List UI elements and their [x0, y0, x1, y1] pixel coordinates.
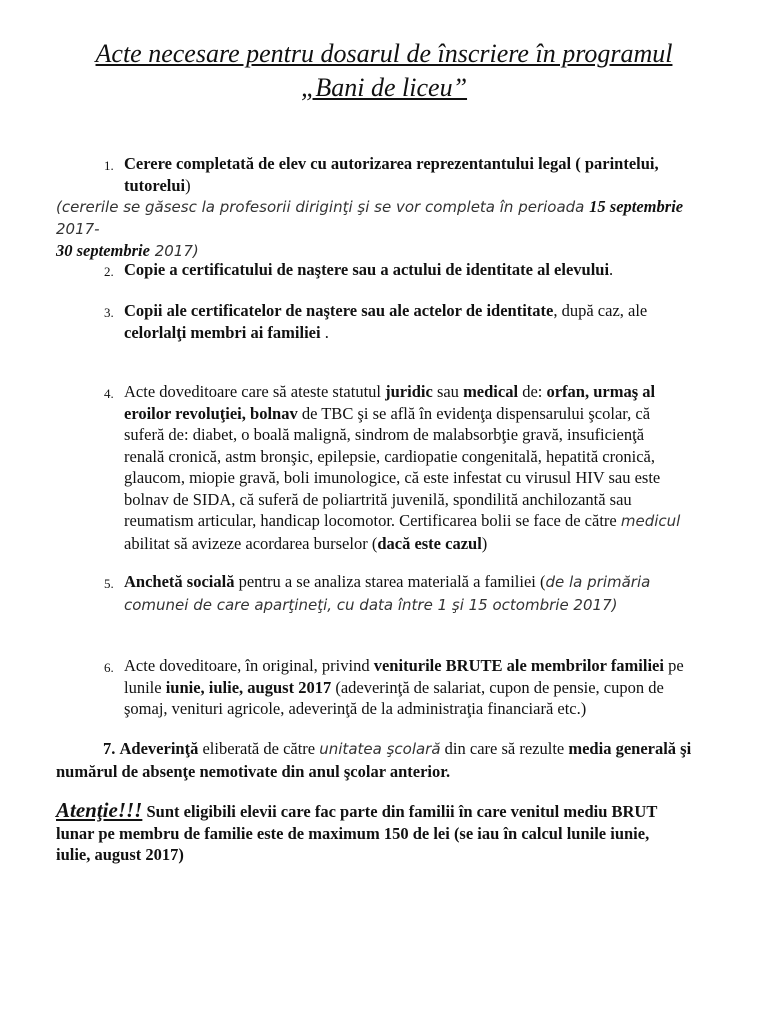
item-number: 3. [104, 305, 114, 320]
item-italic: comunei de care aparţineţi, cu data între 1 şi 15 octombrie 2017) [124, 595, 618, 614]
item-text-plain: sau [432, 382, 464, 401]
item-bold: veniturile BRUTE ale membrilor familiei [373, 656, 664, 675]
item-bold: Copie a certificatului de naştere sau a actului de identitate al elevului [124, 260, 610, 279]
item-bold: Anchetă socială [124, 572, 235, 591]
document-title-line2: „Bani de liceu” [300, 73, 468, 102]
item-text-plain: (adeverinţă de salariat, cupon de pensie, cupon de [331, 677, 664, 697]
item-bold: numărul de absenţe nemotivate din anul şcolar anterior. [56, 761, 451, 781]
item-text-plain: abilitat să avizeze acordarea burselor ( [124, 533, 378, 553]
item-text-plain: de TBC şi se află în evidenţa dispensarului şcolar, că [297, 403, 651, 423]
item-text-plain: Acte doveditoare, în original, privind [124, 656, 374, 675]
item-italic: medicul [620, 512, 681, 530]
attention-note [56, 800, 726, 866]
item-bold: media generală şi [568, 739, 692, 758]
note-text: 2017) [149, 242, 199, 260]
note-text: (cererile se găsesc la profesorii diriginţi şi se vor completa în perioada [56, 198, 590, 216]
item-bold: orfan, urmaş al [546, 382, 656, 401]
item-number: 2. [104, 264, 114, 279]
item-text-plain: pe [663, 656, 684, 675]
item-text [124, 259, 724, 281]
item-text-plain: suferă de: diabet, o boală malignă, sindrom de malabsorbţie gravă, insuficienţă [124, 425, 645, 444]
item-text-plain: . [609, 260, 614, 279]
item-bold: Cerere completată de elev cu autorizarea reprezentantului legal [124, 154, 572, 173]
item-text-plain: bolnav de SIDA, că suferă de poliartrită juvenilă, spondilită anchilozantă sau [124, 489, 632, 509]
attention-text: Sunt eligibili elevii care fac parte din familii în care venitul mediu BRUT [142, 802, 658, 821]
item-number: 5. [104, 576, 114, 591]
item-bold: juridic [385, 382, 433, 401]
list-item-1 [0, 153, 768, 260]
item-note [56, 196, 716, 263]
item-text-plain: ) [481, 533, 488, 553]
item-text [124, 655, 724, 720]
list-item-5 [0, 571, 768, 617]
item-text-plain: şomaj, venituri agricole, adeverinţă de la administraţia financiară etc.) [124, 699, 587, 718]
item-bold: eroilor revoluţiei, bolnav [124, 403, 298, 423]
item-bold: medical [463, 382, 519, 401]
item-text-plain: . [320, 322, 329, 342]
item-text-plain: eliberată de către [198, 739, 320, 758]
item-text [124, 300, 724, 343]
attention-text: lunar pe membru de familie este de maximum 150 de lei (se iau în calcul lunile iunie, [56, 823, 650, 843]
item-text [124, 381, 724, 554]
item-bold: tutorelui [124, 175, 186, 195]
list-item-3 [0, 300, 768, 346]
attention-text: iulie, august 2017) [56, 845, 184, 864]
item-bold: dacă este cazul [377, 533, 482, 553]
item-text-plain: de: [518, 382, 547, 401]
attention-word: Atenţie!!! [56, 798, 143, 822]
item-text-plain: lunile [124, 677, 166, 697]
list-item-6 [0, 655, 768, 723]
list-item-2 [0, 259, 768, 283]
item-text [124, 571, 724, 616]
item-number: 4. [104, 386, 114, 401]
note-date-end: 30 septembrie [56, 241, 150, 260]
list-item-7 [56, 738, 726, 782]
item-text-plain: glaucom, miopie gravă, boli imunologice, că este infestat cu virusul HIV sau este [124, 468, 661, 487]
item-text-plain: ) [185, 175, 191, 195]
list-item-4 [0, 381, 768, 556]
item-number: 7. [103, 739, 116, 758]
item-bold: Adeverinţă [119, 739, 199, 758]
item-text-plain: pentru a se analiza starea materială a familiei ( [234, 572, 546, 591]
item-bold: iunie, iulie, august 2017 [165, 677, 332, 697]
item-bold: ( parintelui, [571, 154, 659, 173]
note-text: 2017- [56, 219, 100, 238]
item-text-plain: Acte doveditoare care să ateste statutul [124, 382, 386, 401]
item-text-plain: din care să rezulte [440, 739, 569, 758]
item-number: 1. [104, 158, 114, 173]
document-title-line1: Acte necesare pentru dosarul de înscriere în programul [95, 39, 673, 68]
item-italic: de la primăria [545, 573, 651, 591]
item-text-plain: reumatism articular, handicap locomotor. Certificarea bolii se face de către [124, 511, 621, 530]
item-text-plain: renală cronică, astm bronşic, epilepsie, cardiopatie congenitală, hepatită cronică, [124, 446, 655, 466]
item-text [124, 153, 724, 196]
item-text-plain: , după caz, ale [553, 301, 648, 320]
item-bold: Copii ale certificatelor de naştere sau ale actelor de identitate [124, 301, 554, 320]
note-date-start: 15 septembrie [589, 197, 684, 216]
item-italic: unitatea şcolară [319, 740, 441, 758]
item-number: 6. [104, 660, 114, 675]
item-bold: celorlalţi membri ai familiei [124, 322, 321, 342]
